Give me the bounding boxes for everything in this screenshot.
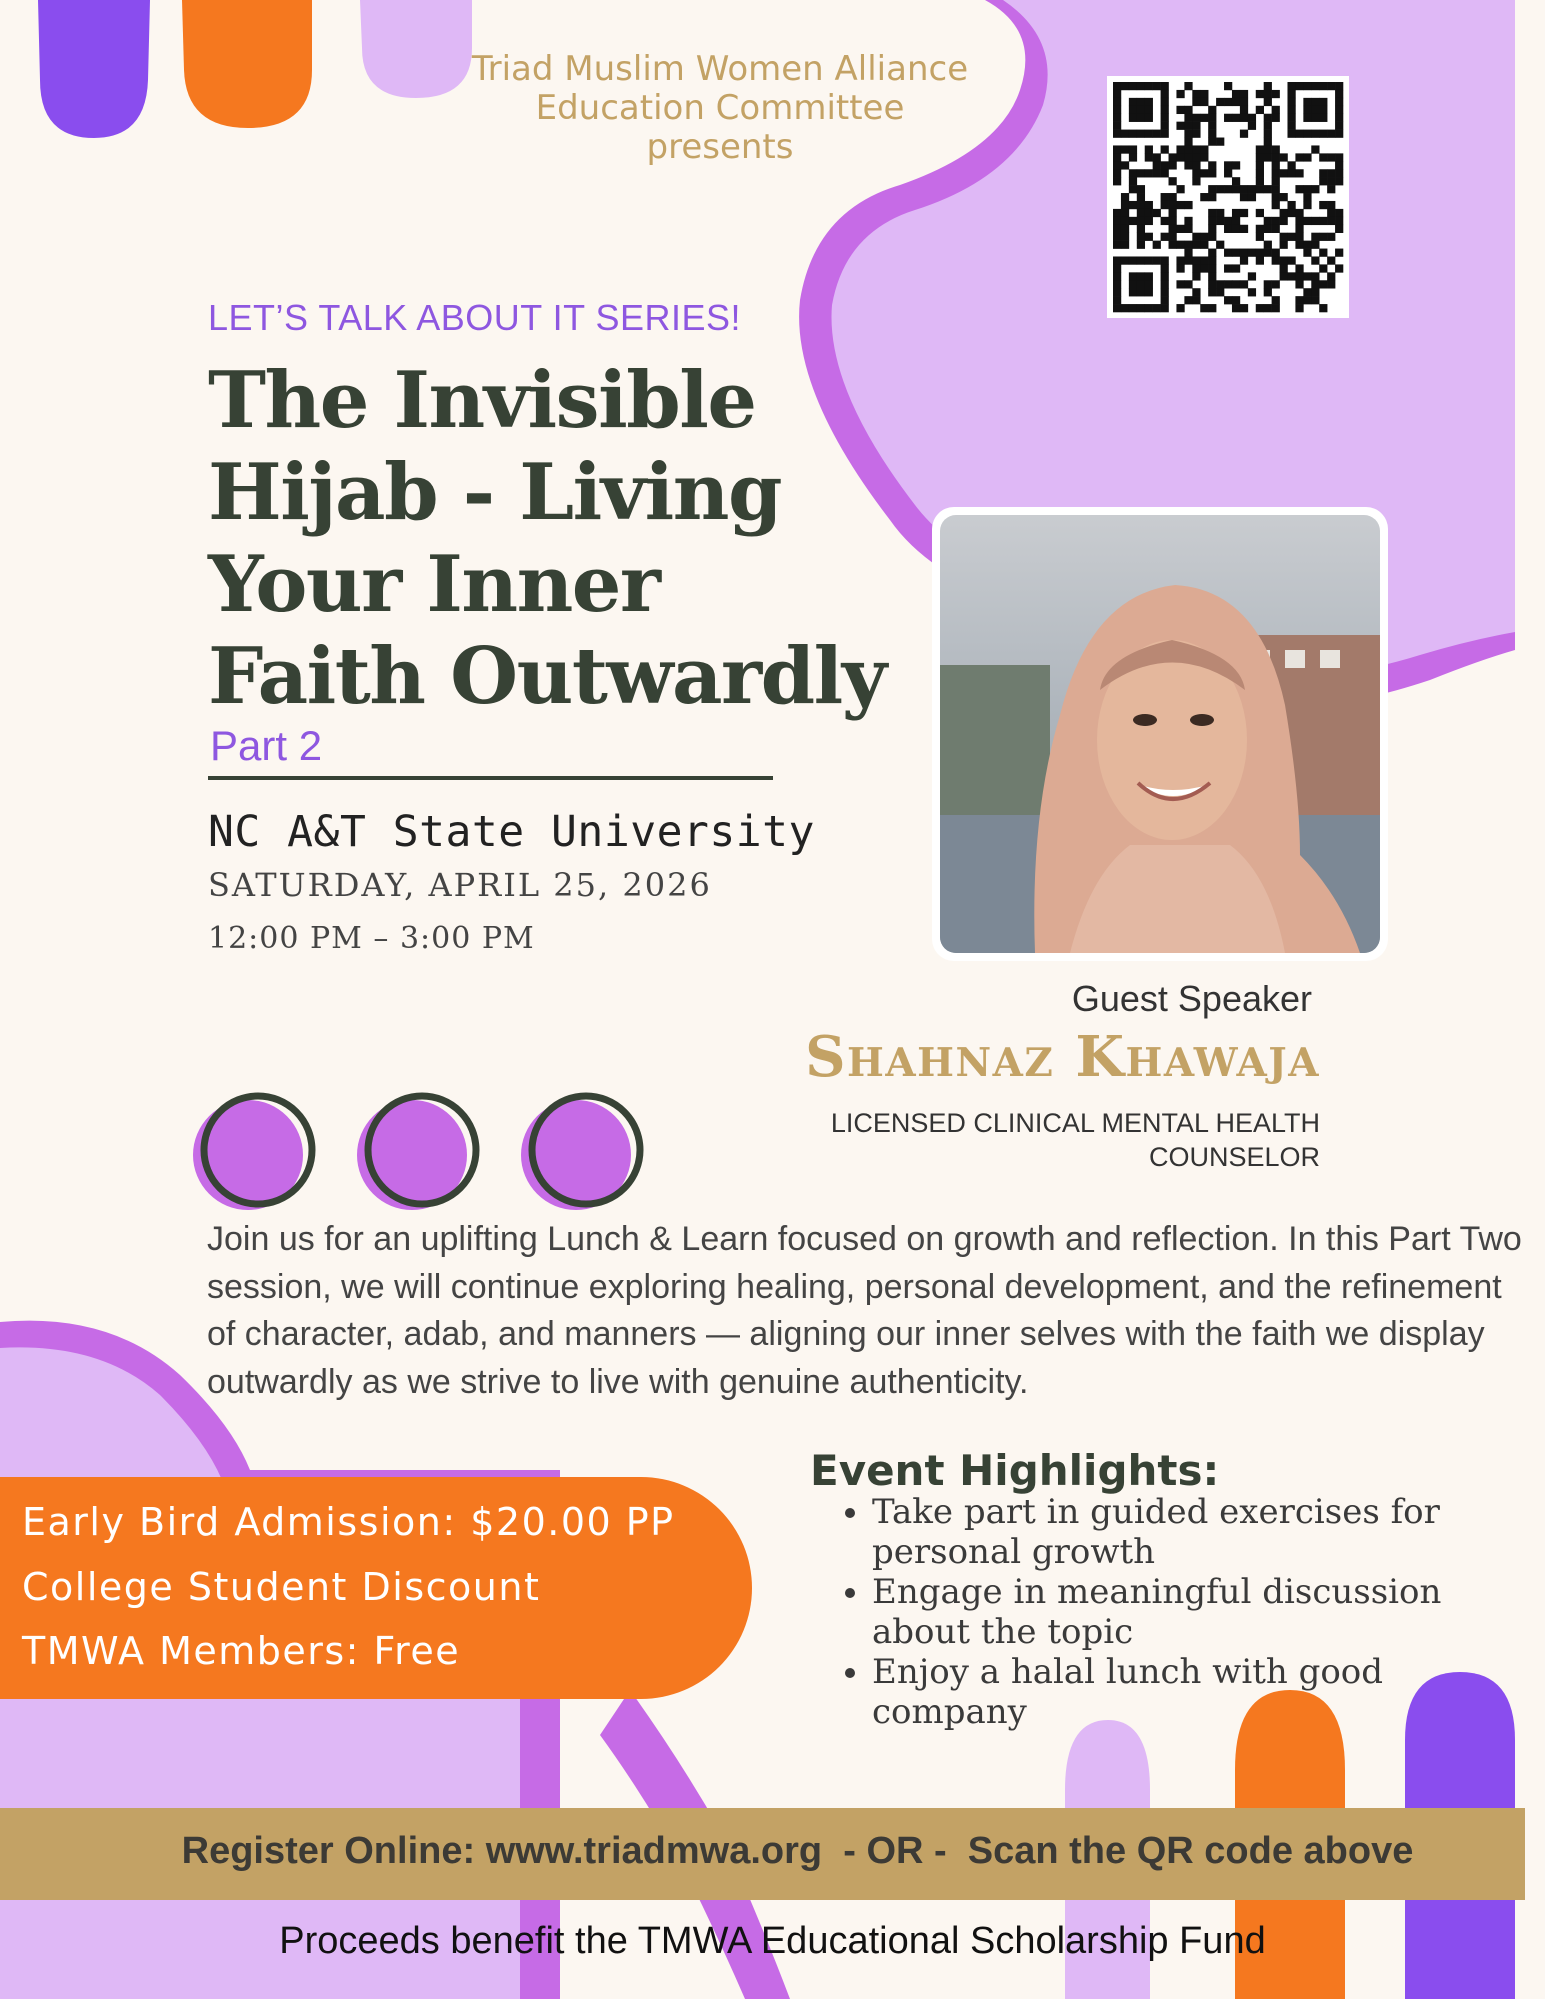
guest-speaker-label: Guest Speaker xyxy=(1071,978,1312,1019)
presenter-line: Education Committee xyxy=(535,88,905,128)
title-divider xyxy=(208,776,773,780)
presenter-line: Triad Muslim Women Alliance xyxy=(471,49,969,89)
credential-line: COUNSELOR xyxy=(1148,1142,1320,1172)
pricing-panel xyxy=(0,1477,752,1699)
presenter-block xyxy=(440,50,1000,167)
title-line: Faith Outwardly xyxy=(208,631,886,722)
series-label: LET’S TALK ABOUT IT SERIES! xyxy=(208,297,742,338)
speaker-portrait-image xyxy=(940,515,1380,953)
event-date: SATURDAY, APRIL 25, 2026 xyxy=(208,866,712,904)
highlight-item: • Take part in guided exercises for personal growth xyxy=(872,1492,1512,1572)
speaker-credential xyxy=(760,1106,1320,1174)
event-time: 12:00 PM – 3:00 PM xyxy=(208,921,535,956)
price-line-members: TMWA Members: Free xyxy=(22,1629,461,1673)
speaker-name: Shahnaz Khawaja xyxy=(805,1024,1320,1090)
event-title xyxy=(208,355,908,723)
highlight-item: • Engage in meaningful discussion about the topic xyxy=(872,1572,1512,1652)
credential-line: LICENSED CLINICAL MENTAL HEALTH xyxy=(830,1108,1320,1138)
event-description: Join us for an uplifting Lunch & Learn focused on growth and reflection. In this Part Two session, we will continue exploring healing, personal development, and the refinement of character, adab, and manners — aligning our inner selves with the faith we display outwardly as we strive to live with genuine authenticity. xyxy=(207,1220,1522,1401)
highlight-item: • Enjoy a halal lunch with good company xyxy=(872,1652,1512,1732)
speaker-photo xyxy=(932,507,1388,961)
title-line: The Invisible xyxy=(208,355,756,446)
venue: NC A&T State University xyxy=(208,807,815,857)
register-text[interactable]: Register Online: www.triadmwa.org - OR - Scan the QR code above xyxy=(181,1830,1414,1872)
qr-code-icon[interactable] xyxy=(1107,76,1349,318)
highlights-list xyxy=(826,1492,1512,1732)
price-line-student: College Student Discount xyxy=(22,1565,541,1609)
title-line: Your Inner xyxy=(208,539,660,630)
presenter-line: presents xyxy=(646,127,794,167)
register-banner[interactable] xyxy=(0,1808,1525,1900)
decorative-circles xyxy=(193,1096,640,1210)
highlights-title: Event Highlights: xyxy=(810,1446,1220,1495)
price-line-early-bird: Early Bird Admission: $20.00 PP xyxy=(22,1500,675,1544)
title-line: Hijab - Living xyxy=(208,447,781,538)
part-label: Part 2 xyxy=(210,722,323,769)
footer-note: Proceeds benefit the TMWA Educational Scholarship Fund xyxy=(279,1920,1266,1962)
